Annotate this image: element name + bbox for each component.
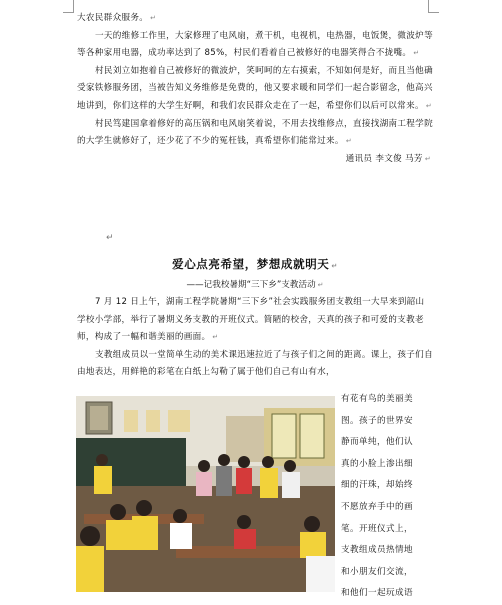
wrapped-text-column (341, 389, 433, 605)
body-text-top (77, 10, 433, 168)
article-title (77, 256, 433, 272)
article-subtitle (77, 278, 433, 290)
paragraph-mark: ↵ (150, 14, 157, 22)
paragraph-2 (77, 28, 433, 63)
paragraph-mark: ↵ (413, 49, 420, 58)
paragraph-3 (77, 63, 433, 116)
paragraph-5-text: 7 月 12 日上午，湖南工程学院暑期“三下乡”社会实践服务团支教组一大早来到韶山学校小学部，举行了暑期义务支教的开班仪式。简陋的校舍，天真的孩子和可爱的支教老师，构成了一幅和谐美丽的画面。 (77, 297, 425, 343)
body-text-bottom (77, 294, 433, 382)
paragraph-mark: ↵ (345, 137, 352, 146)
side-line: 和小朋友们交流， (341, 566, 413, 577)
side-line: 有花有鸟的美丽美 (341, 394, 413, 404)
paragraph-mark: ↵ (212, 333, 219, 342)
article-subtitle-text: ——记我校暑期“三下乡”支教活动 (186, 280, 316, 290)
paragraph-1-text: 大农民群众服务。 (77, 13, 149, 23)
side-line: 笔。开班仪式上， (341, 523, 413, 534)
paragraph-mark: ↵ (331, 262, 338, 270)
paragraph-4-text: 村民笃建国拿着修好的高压锅和电风扇笑着说，不用去找维修点，直接找湖南工程学院的大学生就修好了，还少花了不少的冤枉钱，真希望你们能常过来。 (77, 118, 433, 147)
article-title-text: 爱心点亮希望，梦想成就明天 (172, 257, 330, 271)
paragraph-3-text: 村民刘立如抱着自己被修好的微波炉，笑呵呵的左右摸索，不知如何是好，而且当他确受家铁修服务团，当被告知义务维修是免费的，他又要求暖和同学们一起合影留念，他高兴地讲到，你们这样的大学生好啊，和我们农民群众走在了一起，希望你们以后可以常来。 (77, 65, 433, 111)
signature: 通讯员 李文俊 马芳 (345, 153, 423, 164)
side-line: 不愿放弃手中的画 (341, 501, 413, 512)
paragraph-mark: ↵ (425, 101, 433, 110)
paragraph-1-tail (77, 10, 433, 28)
side-line: 静而单纯，他们认 (341, 437, 413, 448)
classroom-photo (76, 396, 335, 592)
paragraph-5 (77, 294, 433, 347)
side-line: 图。孩子的世界安 (341, 415, 413, 426)
text-cursor-mark: ↵ (106, 233, 114, 243)
side-line: 支教组成员热情地 (341, 545, 413, 556)
side-line: 真的小脸上渗出细 (341, 458, 413, 469)
paragraph-mark: ↵ (317, 281, 324, 289)
paragraph-6-text: 支教组成员以一堂简单生动的美术课迅速拉近了与孩子们之间的距离。课上，孩子们自由地表达，用鲜艳的彩笔在白纸上勾勒了属于他们自己有山有水， (77, 349, 433, 378)
paragraph-4 (77, 116, 433, 151)
paragraph-6 (77, 347, 433, 382)
crop-mark-top-left (63, 0, 74, 13)
side-line: 和他们一起玩成语 (341, 588, 413, 599)
side-line: 细的汗珠，却始终 (341, 480, 413, 491)
signature-line (77, 151, 433, 169)
paragraph-2-text: 一天的维修工作里，大家修理了电风扇，煮干机，电视机，电热器，电饭煲，微波炉等等各种家用电器，成功率达到了 85%，村民们看着自己被修好的电器笑得合不拢嘴。 (77, 30, 433, 59)
classroom-photo-drawing (76, 396, 335, 592)
paragraph-mark: ↵ (424, 154, 431, 163)
